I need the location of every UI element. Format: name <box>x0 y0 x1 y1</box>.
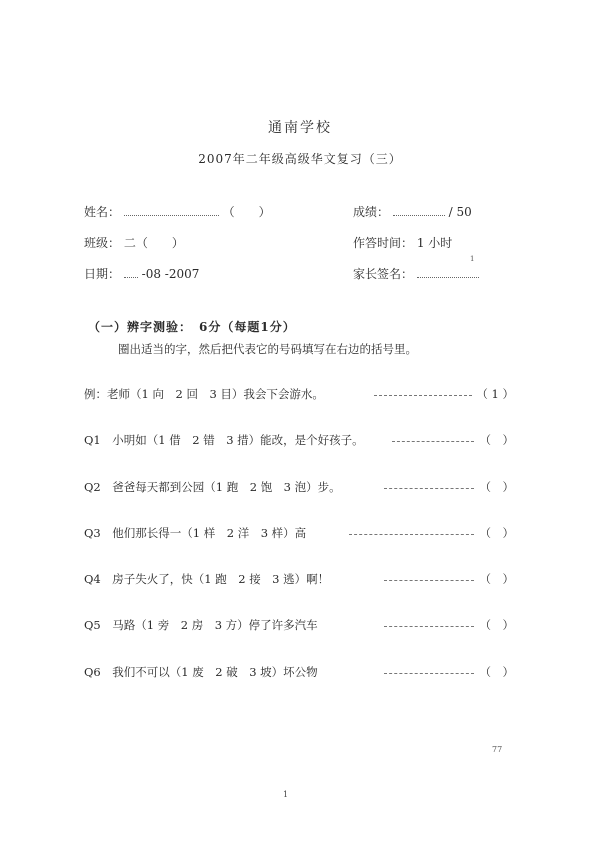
date-value: -08 -2007 <box>141 267 200 281</box>
date-field <box>84 265 199 282</box>
class-value: 二（ ） <box>123 236 184 250</box>
worksheet-title: 2007年二年级高级华文复习（三） <box>198 152 402 166</box>
tick-mark: 1 <box>470 255 475 263</box>
section-instruction: 圈出适当的字，然后把代表它的号码填写在右边的括号里。 <box>118 342 417 356</box>
score-total: / 50 <box>448 205 472 219</box>
question-3 <box>84 525 514 543</box>
time-field <box>353 234 452 251</box>
question-2 <box>84 479 514 497</box>
parent-signature-blank <box>417 277 479 278</box>
name-blank <box>124 215 219 216</box>
score-field <box>353 203 472 220</box>
name-label: 姓名： <box>84 205 121 219</box>
dash-leader <box>374 395 472 396</box>
time-label: 作答时间： <box>353 236 414 250</box>
dash-leader <box>384 626 474 627</box>
dash-leader <box>384 580 474 581</box>
name-field <box>84 203 271 220</box>
question-text: Q4 房子失火了，快（1 跑 2 接 3 逃）啊！ <box>84 572 330 586</box>
dash-leader <box>384 673 474 674</box>
question-text: Q2 爸爸每天都到公园（1 跑 2 饱 3 泡）步。 <box>84 480 341 494</box>
dash-leader <box>384 488 474 489</box>
question-text: Q3 他们那长得一（1 样 2 洋 3 样）高 <box>84 526 307 540</box>
page-number: 1 <box>283 790 289 799</box>
page-code: 77 <box>492 745 503 754</box>
question-text: 例：老师（1 向 2 回 3 目）我会下会游水。 <box>84 387 324 401</box>
question-example <box>84 386 514 404</box>
question-text: Q6 我们不可以（1 废 2 破 3 坡）坏公物 <box>84 665 318 679</box>
question-text: Q5 马路（1 旁 2 房 3 方）停了许多汽车 <box>84 618 318 632</box>
section-title: （一）辨字测验： 6分（每题1分） <box>88 320 296 334</box>
time-value: 1 小时 <box>416 236 453 250</box>
date-day-blank <box>124 277 138 278</box>
school-name: 通南学校 <box>268 120 332 136</box>
dash-leader <box>392 441 474 442</box>
class-field <box>84 234 184 251</box>
class-label: 班级： <box>84 236 121 250</box>
dash-leader <box>349 534 474 535</box>
question-1 <box>84 432 514 450</box>
answer-bracket: （ 1 ） <box>476 387 514 401</box>
answer-bracket: （ ） <box>479 665 514 679</box>
name-paren: （ ） <box>222 205 271 219</box>
question-5 <box>84 617 514 635</box>
date-label: 日期： <box>84 267 121 281</box>
answer-bracket: （ ） <box>479 480 514 494</box>
score-label: 成绩： <box>353 205 390 219</box>
answer-bracket: （ ） <box>479 572 514 586</box>
question-text: Q1 小明如（1 借 2 错 3 措）能改，是个好孩子。 <box>84 433 364 447</box>
score-blank <box>393 215 445 216</box>
question-6 <box>84 664 514 682</box>
answer-bracket: （ ） <box>479 433 514 447</box>
question-4 <box>84 571 514 589</box>
parent-label: 家长签名： <box>353 267 414 281</box>
answer-bracket: （ ） <box>479 526 514 540</box>
parent-signature-field <box>353 265 479 282</box>
answer-bracket: （ ） <box>479 618 514 632</box>
